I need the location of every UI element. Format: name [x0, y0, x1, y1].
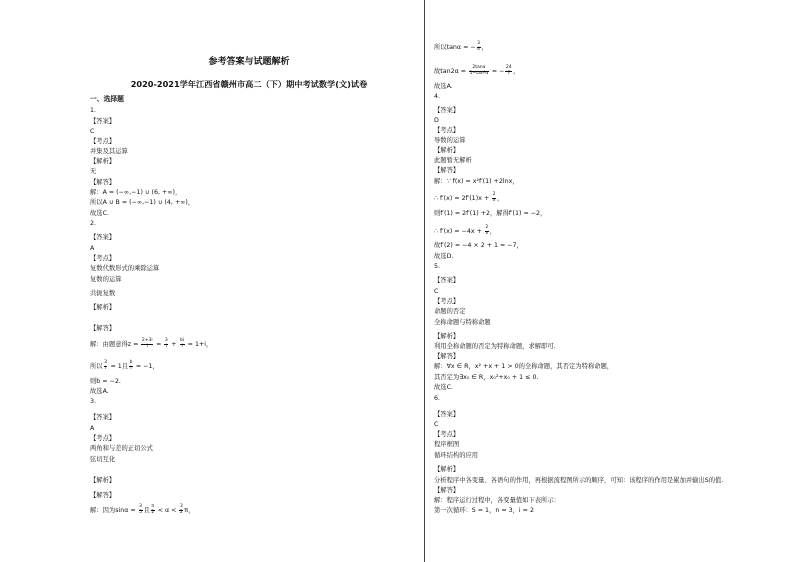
fraction: $\frac{2}{x}$	[492, 192, 496, 203]
topic-text: 循环结构的应用	[434, 452, 479, 459]
solution-line: 则f′(1) = 2f′(1) +2，解得f′(1) = −2，	[434, 210, 547, 217]
question-number: 5.	[434, 263, 441, 270]
fraction: $\frac{bi}{i}$	[180, 338, 185, 349]
question-number: 4.	[434, 93, 441, 100]
solution-line: 故选A.	[90, 388, 109, 395]
column-divider	[424, 0, 425, 562]
solution-line: 解：∀x ∈ R，x² +x + 1 > 0的全称命题，其否定为特称命题，	[434, 363, 614, 370]
exam-title: 2020-2021学年江西省赣州市高二（下）期中考试数学(文)试卷	[130, 79, 368, 89]
answer-value: C	[434, 421, 439, 428]
analysis-label: 【解析】	[434, 333, 460, 340]
fraction: $\frac{3}{i}$	[104, 360, 107, 371]
answer-label: 【答案】	[434, 107, 460, 114]
question-number: 3.	[90, 398, 97, 405]
topic-text: 导数的运算	[434, 137, 466, 144]
topic-text: 共轭复数	[90, 290, 116, 297]
solution-formula: 解：由题意得z = $\frac{2+3i}{i}$ = $\frac{3}{i}$ + $\frac{bi}{i}$ = 1+i，	[90, 338, 213, 349]
fraction: $\frac{3}{2}$	[179, 504, 183, 515]
topic-text: 弦切互化	[90, 456, 116, 463]
solution-line: 解：程序运行过程中，各变量值如下表所示：	[434, 497, 560, 504]
fraction: $\frac{\pi}{2}$	[151, 504, 155, 515]
solution-line: 故选C.	[90, 210, 109, 217]
fraction: $\frac{24}{7}$	[505, 65, 512, 76]
solution-label: 【解答】	[90, 179, 116, 186]
analysis-label: 【解析】	[90, 158, 116, 165]
solution-line: 故选C.	[434, 384, 453, 391]
fraction: $\frac{3}{i}$	[164, 338, 168, 349]
solution-formula: ∴ f′(x) = 2f′(1)x + $\frac{2}{x}$ ，	[434, 192, 504, 203]
solution-line: 其否定为∃x₀ ∈ R，x₀²+x₀ + 1 ≤ 0.	[434, 374, 539, 381]
answer-value: A	[90, 425, 95, 432]
fraction: $\frac{b}{i}$	[129, 360, 133, 371]
solution-formula: 所以 $\frac{3}{i}$ = 1且 $\frac{b}{i}$ = −1，	[90, 360, 159, 371]
question-number: 1.	[90, 107, 97, 114]
analysis-text: 分析程序中各变量、各语句的作用，再根据流程图所示的顺序，可知：该程序的作用是累加并输出S的值.	[434, 477, 724, 484]
solution-line: 第一次循环：S = 1，n = 3，i = 2	[434, 507, 534, 514]
topic-label: 【考点】	[434, 298, 460, 305]
fraction: $\frac{2}{x}$	[485, 225, 489, 236]
analysis-text: 此题暂无解析	[434, 157, 472, 164]
solution-formula: 故tan2α = $\frac{2\tan\alpha}{\text{1−tan²α}}$ = − $\frac{24}{7}$ ，	[434, 65, 520, 76]
solution-line: 故选D.	[434, 253, 454, 260]
topic-text: 程序框图	[434, 441, 460, 448]
topic-label: 【考点】	[90, 255, 116, 262]
solution-line: 解：∵ f(x) = x²f′(1) +2lnx，	[434, 178, 519, 185]
answer-value: C	[90, 128, 95, 135]
solution-formula: ∴ f′(x) = −4x + $\frac{2}{x}$ ，	[434, 225, 497, 236]
fraction: $\frac{3}{4}$	[477, 41, 480, 52]
analysis-label: 【解析】	[90, 304, 116, 311]
solution-line: 则b = −2.	[90, 378, 121, 385]
solution-line: 故f′(2) = −4 × 2 + 1 = −7，	[434, 242, 523, 249]
topic-text: 命题的否定	[434, 308, 466, 315]
topic-text: 全称命题与特称命题	[434, 319, 491, 326]
topic-text: 复数的运算	[90, 276, 122, 283]
fraction: $\frac{2+3i}{i}$	[141, 338, 153, 349]
answer-label: 【答案】	[90, 234, 116, 241]
topic-text: 两角和与差的正切公式	[90, 445, 153, 452]
answer-label: 【答案】	[434, 411, 460, 418]
solution-label: 【解答】	[434, 353, 460, 360]
analysis-text: 无	[90, 168, 97, 175]
answer-value: D	[434, 117, 439, 124]
page-heading: 参考答案与试题解析	[208, 57, 290, 67]
topic-label: 【考点】	[434, 127, 460, 134]
question-number: 2.	[90, 220, 97, 227]
section-heading: 一、选择题	[90, 95, 124, 103]
answer-label: 【答案】	[90, 118, 116, 125]
question-number: 6.	[434, 395, 441, 402]
topic-label: 【考点】	[90, 138, 116, 145]
solution-label: 【解答】	[90, 492, 116, 499]
answer-value: A	[90, 245, 95, 252]
analysis-text: 利用全称命题的否定为特称命题，求解即可.	[434, 343, 556, 350]
solution-line: 解：A = (−∞,−1) ∪ (6, +∞)，	[90, 189, 182, 196]
answer-value: C	[434, 288, 439, 295]
topic-label: 【考点】	[90, 435, 116, 442]
topic-text: 复数代数形式的乘除运算	[90, 265, 160, 272]
analysis-label: 【解析】	[90, 477, 116, 484]
solution-label: 【解答】	[434, 487, 460, 494]
solution-formula: 解：因为sinα = $\frac{3}{5}$ 且 $\frac{\pi}{2}$ < α < $\frac{3}{2}$ π，	[90, 504, 195, 515]
topic-label: 【考点】	[434, 431, 460, 438]
analysis-label: 【解析】	[434, 147, 460, 154]
solution-line: 所以A ∪ B = (−∞,−1) ∪ (4, +∞)，	[90, 199, 195, 206]
answer-label: 【答案】	[434, 277, 460, 284]
solution-line: 故选A.	[434, 83, 453, 90]
fraction: $\frac{3}{5}$	[139, 504, 143, 515]
fraction: $\frac{2\tan\alpha}{\text{1−tan²α}}$	[469, 65, 489, 76]
answer-label: 【答案】	[90, 414, 116, 421]
analysis-label: 【解析】	[434, 466, 460, 473]
solution-label: 【解答】	[434, 167, 460, 174]
solution-label: 【解答】	[90, 325, 116, 332]
topic-text: 并集及其运算	[90, 148, 128, 155]
solution-formula: 所以tanα = − $\frac{3}{4}$ ，	[434, 41, 488, 52]
